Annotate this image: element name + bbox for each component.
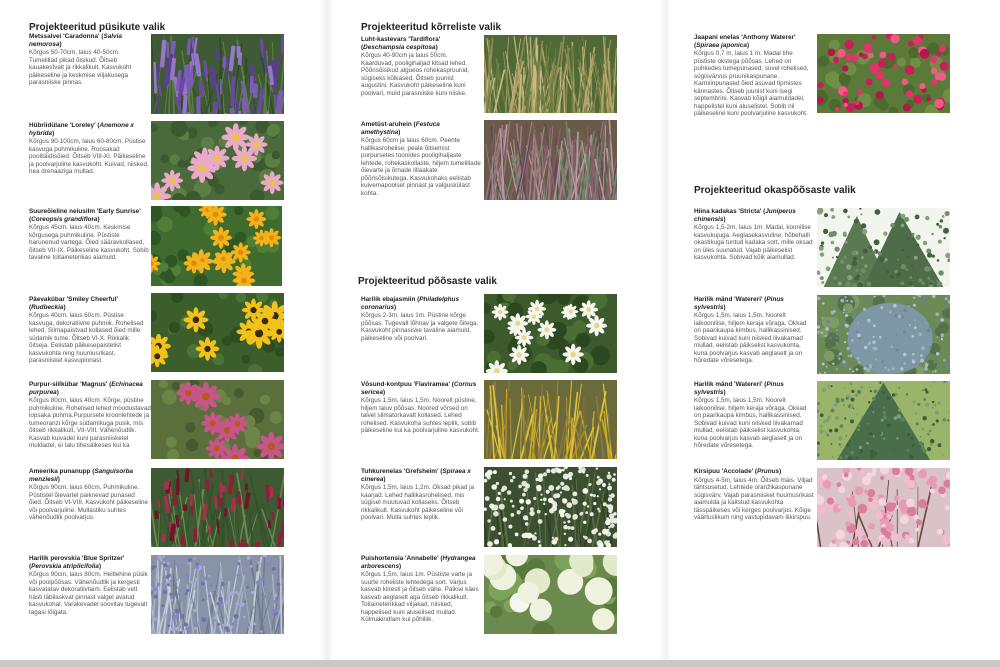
plant-text bbox=[29, 296, 149, 365]
plant-photo bbox=[151, 121, 284, 200]
plant-photo bbox=[151, 555, 284, 634]
plant-name-close: ) bbox=[435, 43, 438, 51]
plant-common-name: Purpur-siilkübar 'Magnus' ( bbox=[29, 381, 112, 388]
plant-photo bbox=[817, 208, 950, 287]
plant-photo bbox=[484, 555, 617, 634]
plant-name-close: ) bbox=[63, 303, 66, 311]
plant-description: Kõrgus 40cm, laius 60cm. Püstise kasvuga, dekoratiivne puhmik. Rohelised lehed. Silmapaistvad kollased õied mille südamik tume. Õitseb VI-X. Rikkalik õitseja. Eelistab päikesepaistelist kasvukohta ning huumusrikast, parasniisket kasvupinnast. bbox=[29, 312, 144, 365]
plant-photo bbox=[151, 293, 284, 372]
plant-latin-name: Pinus sylvestris bbox=[694, 381, 784, 396]
plant-name bbox=[361, 296, 481, 311]
plant-text bbox=[361, 468, 481, 522]
plant-common-name: Puishortensia 'Annabelle' ( bbox=[361, 555, 443, 562]
plant-name bbox=[29, 555, 149, 570]
plant-common-name: Kirsipuu 'Accolade' ( bbox=[694, 468, 758, 475]
plant-description: Kõrgus 80cm, laius 40cm. Kõrge, püstine puhmikuline. Rohelised lehed moodustavad lopsaka puhma.Purpursete kroonlehtede ja tumeoranzi kõrge südamikuga pusik, mis õitseb rikkalikult, VII-VIII. Vähenõudlik. Kasvab kuivadel kuni parasniisketel muldadel, ei talu tihesälkeses kui ka bbox=[29, 397, 151, 450]
plant-name bbox=[694, 34, 814, 49]
page-fold bbox=[319, 0, 333, 660]
plant-description: Kõrgus 90cm, laius 60cm. Puhmikuline. Püstistel õievartel paiknevad punased õied. Õitseb VI-VIII. Kasvukoht päikeseline või poolvarjuline. Mullastiku suhtes vähenõudlik poolvarjus. bbox=[29, 484, 149, 522]
plant-text bbox=[29, 555, 149, 616]
plant-name bbox=[361, 36, 481, 51]
plant-common-name: Ameerika punanupp ( bbox=[29, 468, 95, 475]
plant-latin-name: Prunus bbox=[757, 468, 780, 475]
page-edge bbox=[0, 660, 1000, 667]
plant-common-name: Võsund-kontpuu 'Flaviramea' ( bbox=[361, 381, 454, 388]
plant-name bbox=[361, 381, 481, 396]
plant-name bbox=[29, 468, 149, 483]
plant-description: Kõrgus 40-90cm ja laius 50cm. Kaarduvad, pooligihaljad kitsad lehed. Põõrisõisikud algueos rohekaspruunid, sügiseks kõlkased. Õitseb juunist augustini. Kasvukoht päikeseline kuni poolvari, muld parasniiske kuni niiske. bbox=[361, 52, 470, 97]
plant-text bbox=[29, 468, 149, 522]
plant-common-name: Harilik ebajasmiin ( bbox=[361, 296, 420, 303]
plant-latin-name: Philadelphus coronarius bbox=[361, 296, 460, 311]
plant-description: Kõrgus 1,5m, laius 1,5m. Noorelt püstine, hiljem laiuv põõsas. Noored võrsed on talvel silmatorkavalt kollased. Lehed rohelised. Kasvukoha suhtes leplik, sobib päikeseline kui ka poolvarjuline kasvukoht. bbox=[361, 397, 480, 435]
plant-common-name: Hübriidülane 'Loreley' ( bbox=[29, 122, 100, 129]
plant-photo bbox=[151, 34, 284, 114]
plant-photo bbox=[151, 206, 282, 286]
plant-latin-name: Hydrangea arborescens bbox=[361, 555, 476, 570]
plant-latin-name: Salvia nemorosa bbox=[29, 33, 122, 48]
plant-description: Kõrgus 90cm, laius 80cm. Heitlehine püsik või poolpõõsas. Vähenõudlik ja kergesti kasvatatav dekoratiivtaim. Eelistab vett hästi läbilaskvat pinnast valgel avatud kasvukohal. Varakevadel soovitav tugevalt tagasi lõigata. bbox=[29, 571, 148, 616]
plant-description: Kõrgus 50-70cm, laius 40-50cm. Tumelillad pikad õisikud. Õitseb kauakestvalt ja rikkalikult. Kasvukoht päikeseline ja keskmise viljakusega parasniiske pinnas. bbox=[29, 49, 132, 87]
plant-common-name: Päevakübar 'Smiley Cheerful' ( bbox=[29, 296, 118, 311]
plant-description: Kõrgus 60cm ja laius 60cm. Peente hallikasrohelise, peale õitsemist purpursetes toonides pooligihaljaste lehtede, rohekaskollaste, hiljem tumelillade õievarte ja õrnade lillaakate põõrisõisikutega. Kasvukohaks eelistab kuivemapoolset pinnast ja valguskülast kohta. bbox=[361, 137, 481, 197]
section-title-shrubs: Projekteeritud põõsaste valik bbox=[358, 276, 497, 287]
plant-photo bbox=[151, 468, 284, 547]
plant-photo bbox=[817, 295, 950, 374]
plant-name-close: ) bbox=[394, 303, 397, 311]
plant-common-name: Hiina kadakas 'Stricta' ( bbox=[694, 208, 766, 215]
plant-description: Kõrgus 4-5m, laius 4m. Õitseb mais. Viljad tähtsusetud. Lehtede oranžikaspunane sügisvärv. Vajab parasniisket huumusrikast aiamulda ja kaitstud kasvukohta tässpäikeses või kerges poolvarjus. Kõige väärtuslikum ning vastupidavam liikirspuu. bbox=[694, 476, 814, 522]
plant-description: Kõrgus 1,5m, laius 1,5m. Noorelt laikoonilise, hiljem keraja võraga. Okkad on paarikaupa kimbus, hallikassinised. Sobivad kuivad kuni niisked liivakamad mullad, eelistab päikselist kasvukohta, kuna poolvarjus kasvab aeglaselt ja on hõredate võresetega. bbox=[694, 397, 807, 450]
plant-name-close: ) bbox=[97, 215, 100, 223]
plant-description: Kõrgus 90-100cm, laius 60-80cm. Püstise kasvuga puhmikuline. Roosakad poolitäidisõied. Õitseb VIII-XI. Päikeseline ja poolvarjuline kasvukoht. Kuivad, niisked, hea drenaaziga mullad. bbox=[29, 138, 149, 176]
plant-name-close: ) bbox=[57, 475, 60, 483]
plant-common-name: Luht-kastevars 'Tardiflora' ( bbox=[361, 36, 441, 51]
plant-text bbox=[361, 555, 481, 624]
plant-latin-name: Spiraea japonica bbox=[696, 41, 747, 49]
plant-name-close: ) bbox=[59, 40, 62, 48]
plant-text bbox=[361, 36, 481, 97]
plant-latin-name: Spiraea x cinerea bbox=[361, 468, 471, 483]
plant-name-close: ) bbox=[98, 562, 102, 570]
plant-latin-name: Sanguisorba menziesii bbox=[29, 468, 134, 483]
plant-name bbox=[694, 208, 814, 223]
plant-photo bbox=[151, 380, 284, 459]
plant-text bbox=[361, 121, 481, 197]
plant-name bbox=[361, 555, 481, 570]
plant-photo bbox=[817, 381, 950, 460]
page-fold bbox=[658, 0, 672, 660]
plant-common-name: Suureõieline neiusilm 'Early Sunrise' ( bbox=[29, 208, 141, 223]
plant-common-name: Harilik perovskia 'Blue Spritzer' ( bbox=[29, 555, 125, 570]
plant-description: Kõrgus 2-3m, laius 1m. Püstine kõrge põõsas. Tugevalt lõhnav ja valgete õitega. Kasvukoht pinnasiske tavaline aiamuld, päikeseline või poolvari. bbox=[361, 312, 479, 342]
plant-name-close: ) bbox=[52, 129, 55, 137]
plant-latin-name: Festuca amethystina bbox=[361, 121, 440, 136]
plant-text bbox=[29, 33, 149, 87]
plant-name bbox=[694, 296, 814, 311]
plant-description: Kõrgus 1,5m, laius 1,2m. Oksad pikad ja kaarjad. Lehed hallikasrohelised, mis sügisel muutuvad kollaseks. Õitseb rikkalikult. Kasvukoht päikeseline või poolvari. Mulla suhtes leplik. bbox=[361, 484, 475, 522]
plant-name bbox=[29, 122, 149, 137]
plant-description: Kõrgus 1,5m, laius 1,5m. Noorelt laikoonilise, hiljem keraja võraga. Okkad on paarikaupa kimbus, hallikassinised. Sobivad kuivad kuni niisked liivakamad mullad, eelistab päikselist kasvukohta, kuna poolvarjus kasvab aeglaselt ja on hõredate võresetega. bbox=[694, 312, 807, 365]
plant-latin-name: Echinacea purpurea bbox=[29, 381, 143, 396]
plant-description: Kõrgus 1,5-2m, laius 1m. Madal, koonilise kasvukujuga. Aeglasekasvuline, hõbehalli okastikuga tuntud kadaka sort, mille oksad on üles suunatud. Vajab päikeselist kasvukohta. Sobivad kõik aiamullad. bbox=[694, 224, 813, 262]
plant-name bbox=[29, 296, 149, 311]
plant-name-close: ) bbox=[56, 388, 59, 396]
plant-latin-name: Anemone x hybrida bbox=[29, 122, 134, 137]
plant-name-close: ) bbox=[399, 562, 402, 570]
plant-common-name: Metssalvei 'Caradonna' ( bbox=[29, 33, 104, 40]
plant-latin-name: Deschampsia cespitosa bbox=[363, 43, 436, 51]
plant-description: Kõrgus 0,7 m, laius 1 m. Madal tihe püstiste okstega põõsas. Lehed on puhkedes tumepunased, suvel rohelised, sügisvärvus pruunikaspunane. Karmiinpunased õied asuvad tipmistes kännastes. Õitseb juunist kuni isegi septembrini. Kasvab kõigil aiamuldadel, happelistel kuni aluselistel. Sobib nii päikeseline kuni poolvarjuline kasvukoht. bbox=[694, 50, 809, 118]
plant-text bbox=[361, 296, 481, 342]
plant-common-name: Harilik mänd 'Watereri' ( bbox=[694, 381, 767, 388]
plant-text bbox=[29, 122, 149, 176]
plant-common-name: Tuhkurenelas 'Grefsheim' ( bbox=[361, 468, 443, 475]
plant-text bbox=[694, 208, 814, 262]
plant-text bbox=[694, 34, 814, 118]
plant-text bbox=[694, 296, 814, 365]
plant-photo bbox=[817, 34, 950, 113]
plant-name-close: ) bbox=[779, 468, 782, 475]
plant-text bbox=[29, 208, 149, 262]
plant-description: Kõrgus 45cm, laius 40cm. Keskmise kõrgusega puhmikuline. Püstiste harunenud vartega. Õied sääravkollased, õitseb VII-IX. Päikeseline kasvukoht. Sobib tavaline toitaineterikas aiamuld. bbox=[29, 224, 149, 262]
plant-photo bbox=[484, 294, 617, 373]
plant-photo bbox=[484, 35, 617, 113]
plant-name bbox=[29, 381, 151, 396]
plant-text bbox=[694, 381, 814, 450]
plant-name bbox=[694, 381, 814, 396]
section-title-perennials: Projekteeritud püsikute valik bbox=[29, 22, 166, 33]
plant-photo bbox=[817, 468, 950, 547]
plant-text bbox=[694, 468, 814, 522]
plant-name-close: ) bbox=[723, 215, 726, 223]
plant-name bbox=[361, 468, 481, 483]
plant-latin-name: Juniperus chinensis bbox=[694, 208, 796, 223]
plant-text bbox=[29, 381, 151, 450]
plant-name-close: ) bbox=[723, 388, 726, 396]
plant-name bbox=[694, 468, 814, 476]
plant-common-name: Harilik mänd 'Watereri' ( bbox=[694, 296, 767, 303]
plant-common-name: Jaapani enelas 'Anthony Waterer' ( bbox=[694, 34, 796, 49]
plant-description: Kõrgus 1,5m, laius 1m. Püstiste varte ja suurte roheliste lehtedega sort. Varjus kasvab kiiresti ja õitseb vähe. Päikse käes kasvab aeglaselt aga õitseb rikkalikult. Toitaineterikkad viljakad, niisked, happelised kuni aluselised mullad. Külmakindlam kui põhiliik. bbox=[361, 571, 479, 624]
plant-latin-name: Coreopsis grandiflora bbox=[31, 215, 98, 223]
plant-photo bbox=[484, 120, 617, 200]
plant-latin-name: Cornus sericea bbox=[361, 381, 477, 396]
plant-name bbox=[361, 121, 481, 136]
section-title-conifers: Projekteeritud okaspõõsaste valik bbox=[694, 185, 856, 196]
plant-latin-name: Rudbeckia bbox=[31, 303, 64, 311]
plant-name bbox=[29, 208, 149, 223]
plant-name-close: ) bbox=[723, 303, 726, 311]
plant-name-close: ) bbox=[746, 41, 750, 49]
plant-common-name: Ametüst-aruhein ( bbox=[361, 121, 416, 128]
plant-photo bbox=[484, 380, 617, 459]
plant-name-close: ) bbox=[383, 475, 386, 483]
plant-text bbox=[361, 381, 481, 435]
plant-photo bbox=[484, 467, 617, 547]
plant-name-close: ) bbox=[383, 388, 386, 396]
plant-latin-name: Perovskia atriplicifolia bbox=[31, 562, 99, 570]
section-title-grasses: Projekteeritud kõrreliste valik bbox=[361, 22, 502, 33]
plant-name bbox=[29, 33, 149, 48]
plant-name-close: ) bbox=[398, 128, 401, 136]
plant-latin-name: Pinus sylvestris bbox=[694, 296, 784, 311]
